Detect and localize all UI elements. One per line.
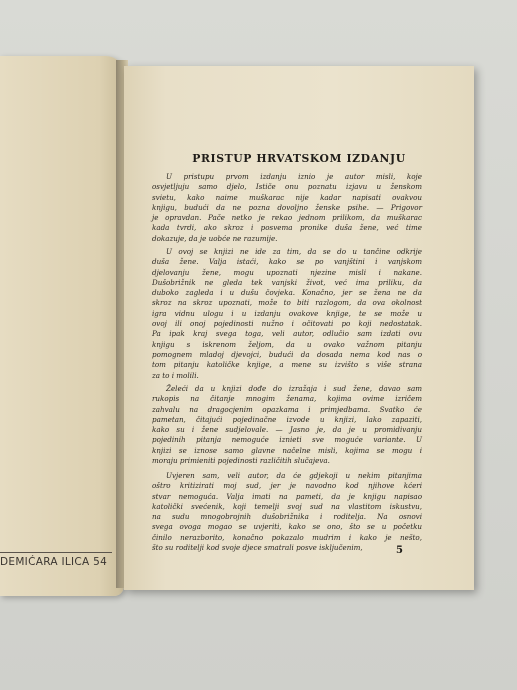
text-line: skroz na skroz upoznati, može to biti razlogom, da ova okolnost	[152, 298, 422, 308]
text-line: knjigu s iskrenom željom, da u ovako važnom pitanju	[152, 339, 422, 349]
left-page	[0, 56, 124, 596]
text-line: pametan, čitajući pojedinačne izvode u knjizi, lako zapaziti,	[152, 414, 422, 424]
text-line: stvar nemoguća. Valja imati na pameti, da je knjigu napisao	[152, 491, 422, 501]
text-line: U ovoj se knjizi ne ide za tim, da se do u tančine odkrije	[166, 247, 422, 256]
left-page-footer: DEMIĆARA ILICA 54	[0, 556, 108, 568]
left-page-rule	[0, 552, 112, 553]
text-line: svietu, kako naime muškarac nije kadar napisati ovakvou	[152, 192, 422, 202]
text-line: kako su i žene sudjelovale. — Jasno je, da je u promidivanju	[152, 425, 422, 435]
text-line: katolički svećenik, koji temelji svoj sud na vlastitom iskustvu,	[152, 501, 422, 511]
paragraph-2	[152, 247, 422, 381]
text-line: Uvjeren sam, veli autor, da će gdjekoji u nekim pitanjima	[166, 471, 422, 480]
text-line: za to i molili.	[152, 370, 199, 380]
text-line: U pristupu prvom izdanju iznio je autor misli, koje	[166, 172, 422, 181]
text-line: igra vidnu ulogu i u izdanju ovakove knjige, te se može u	[152, 308, 422, 318]
text-line: rukopis na čitanje mnogim ženama, kojima ovime izričem	[152, 394, 422, 404]
text-line: oštro kritizirati moj sud, jer je navodno kod njihove kćeri	[152, 481, 422, 491]
text-line: tom pitanju katoličke knjige, a mene su izvišto s više strana	[152, 360, 422, 370]
text-line: knjizi se iznose samo glavne načelne misli, kojima se mogu i	[152, 445, 422, 455]
page-number: 5	[396, 545, 403, 556]
text-line: činilo nerazborito, konačno pokazalo mudrim i kako je nešto,	[152, 532, 422, 542]
text-line: Pa ipak kraj svega toga, veli autor, odlučio sam izdati ovu	[152, 329, 422, 339]
text-line: pojedinih pitanja nemoguće iznieti sve moguće variante. U	[152, 435, 422, 445]
text-line: djelovanju žene, mogu upoznati njezine misli i nakane.	[152, 267, 422, 277]
text-line: dokazuje, da je uobće ne razumije.	[152, 233, 278, 243]
text-line: osvjetljuju samo djelo, Ističe onu poznatu izjavu u ženskom	[152, 182, 422, 192]
text-line: pomognem mladoj djevojci, budući da dosada nema kod nas o	[152, 349, 422, 359]
paragraph-3	[152, 384, 422, 466]
text-line: na sudu mnogobrojnih dušobrižnika i roditelja. Na osnovi	[152, 512, 422, 522]
paragraph-1	[152, 172, 422, 244]
text-line: kada tvrdi, ako skroz i posvema pronike duša žene, već time	[152, 223, 422, 233]
text-line: duša žene. Valja istaći, kako se po vanjštini i vanjskom	[152, 257, 422, 267]
text-line: duboko zagleda i u dušu čovjeka. Konačno, jer se žena ne da	[152, 288, 422, 298]
page-title	[124, 152, 474, 165]
page-title-text: PRISTUP HRVATSKOM IZDANJU	[192, 152, 406, 165]
text-line: Želeći da u knjizi dođe do izražaja i sud žene, davao sam	[166, 384, 422, 393]
text-line: svega ovoga mogao se uvjeriti, kako se ono, što se u početku	[152, 522, 422, 532]
text-line: Dušobrižnik ne gleda tek vanjski život, već ima priliku, da	[152, 277, 422, 287]
text-line: moraju primieniti pojedinosti različitih slučajeva.	[152, 456, 330, 466]
paragraph-4	[152, 471, 422, 553]
text-line: je opravdan. Pače netko je rekao jednom prilikom, da muškarac	[152, 213, 422, 223]
text-line: zahvalu na dragocjenim opazkama i primjedbama. Svatko će	[152, 404, 422, 414]
text-line: ovoj ili onoj pojedinosti nužno i očitovati po koji nedostatak.	[152, 319, 422, 329]
right-page	[124, 66, 474, 590]
text-line: knjigu, budući da ne pozna dovoljno ženske psihe. — Prigovor	[152, 202, 422, 212]
text-line: što su roditelji kod svoje djece smatrali posve isključenim,	[152, 543, 363, 553]
